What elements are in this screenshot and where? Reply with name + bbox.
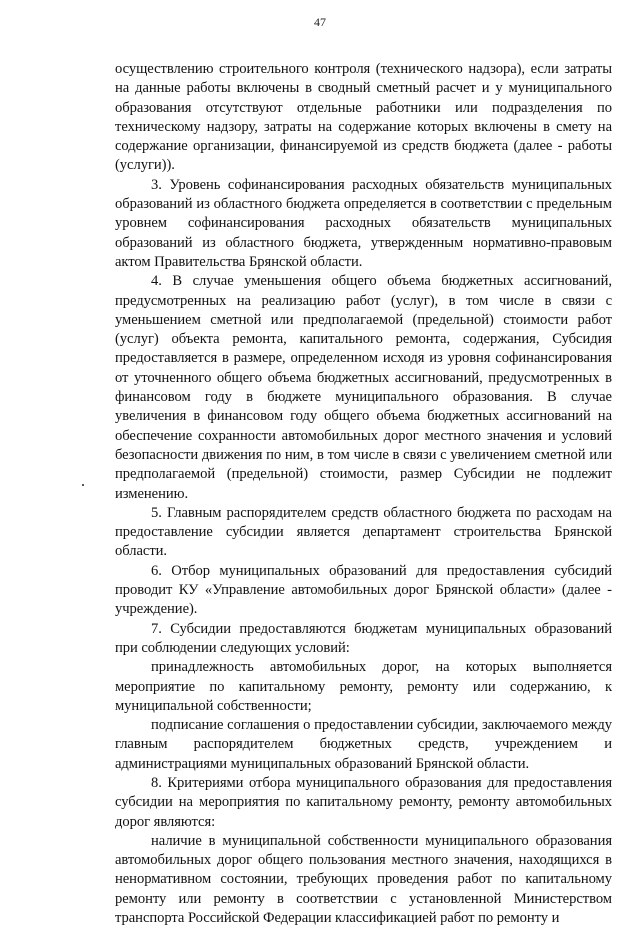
paragraph-item-5: 5. Главным распорядителем средств областного бюджета по расходам на предоставление субсидии является департамент строительства Брянской области. — [115, 504, 612, 560]
paragraph-item-8: 8. Критериями отбора муниципального образования для предоставления субсидии на мероприятия по капитальному ремонту, ремонту автомобильных дорог являются: — [115, 774, 612, 830]
condition-ownership: принадлежность автомобильных дорог, на которых выполняется мероприятие по капитальному ремонту, ремонту или содержанию, к муниципальной собственности; — [115, 659, 612, 714]
paragraph-item-4: 4. В случае уменьшения общего объема бюджетных ассигнований, предусмотренных на реализацию работ (услуг), в том числе в связи с уменьшением сметной или предполагаемой (предельной) стоимости работ (услуг) объекта ремонта, капитального ремонта, содержания, Субсидия предоставляется в размере, определенном исходя из уровня софинансирования от уточненного общего объема бюджетных ассигнований, предусмотренных в финансовом году в бюджете муниципального образования. В случае увеличения в финансовом году общего объема бюджетных ассигнований на обеспечение сохранности автомобильных дорог местного значения и условий безопасности движения по ним, в том числе в связи с увеличением сметной или предполагаемой (предельной) стоимости, размер Субсидии не подлежит изменению. — [115, 273, 612, 502]
criterion-roads: наличие в муниципальной собственности муниципального образования автомобильных дорог общего пользования местного значения, находящихся в ненормативном состоянии, требующих проведения работ по капитальному ремонту или ремонту в соответствии с установленной Министерством транспорта Российской Федерации классификацией работ по ремонту и — [115, 832, 612, 927]
document-body — [115, 60, 612, 928]
paragraph-item-3: 3. Уровень софинансирования расходных обязательств муниципальных образований из областного бюджета определяется в соответствии с предельным уровнем софинансирования расходных обязательств муниципальных образований из областного бюджета, утвержденным нормативно-правовым актом Правительства Брянской области. — [115, 176, 612, 270]
condition-agreement: подписание соглашения о предоставлении субсидии, заключаемого между главным распорядителем бюджетных средств, учреждением и администрациями муниципальных образований Брянской области. — [115, 717, 612, 772]
scan-speck — [82, 484, 84, 486]
paragraph-item-7: 7. Субсидии предоставляются бюджетам муниципальных образований при соблюдении следующих условий: — [115, 620, 612, 656]
paragraph-continuation: осуществлению строительного контроля (технического надзора), если затраты на данные работы включены в сводный сметный расчет и у муниципального образования отсутствуют отдельные работники или подразделения по техническому надзору, затраты на содержание которых включены в смету на содержание организации, финансируемой из средств бюджета (далее - работы (услуги)). — [115, 61, 612, 174]
paragraph-item-6: 6. Отбор муниципальных образований для предоставления субсидий проводит КУ «Управление автомобильных дорог Брянской области» (далее - учреждение). — [115, 562, 612, 618]
page-number: 47 — [314, 15, 326, 29]
